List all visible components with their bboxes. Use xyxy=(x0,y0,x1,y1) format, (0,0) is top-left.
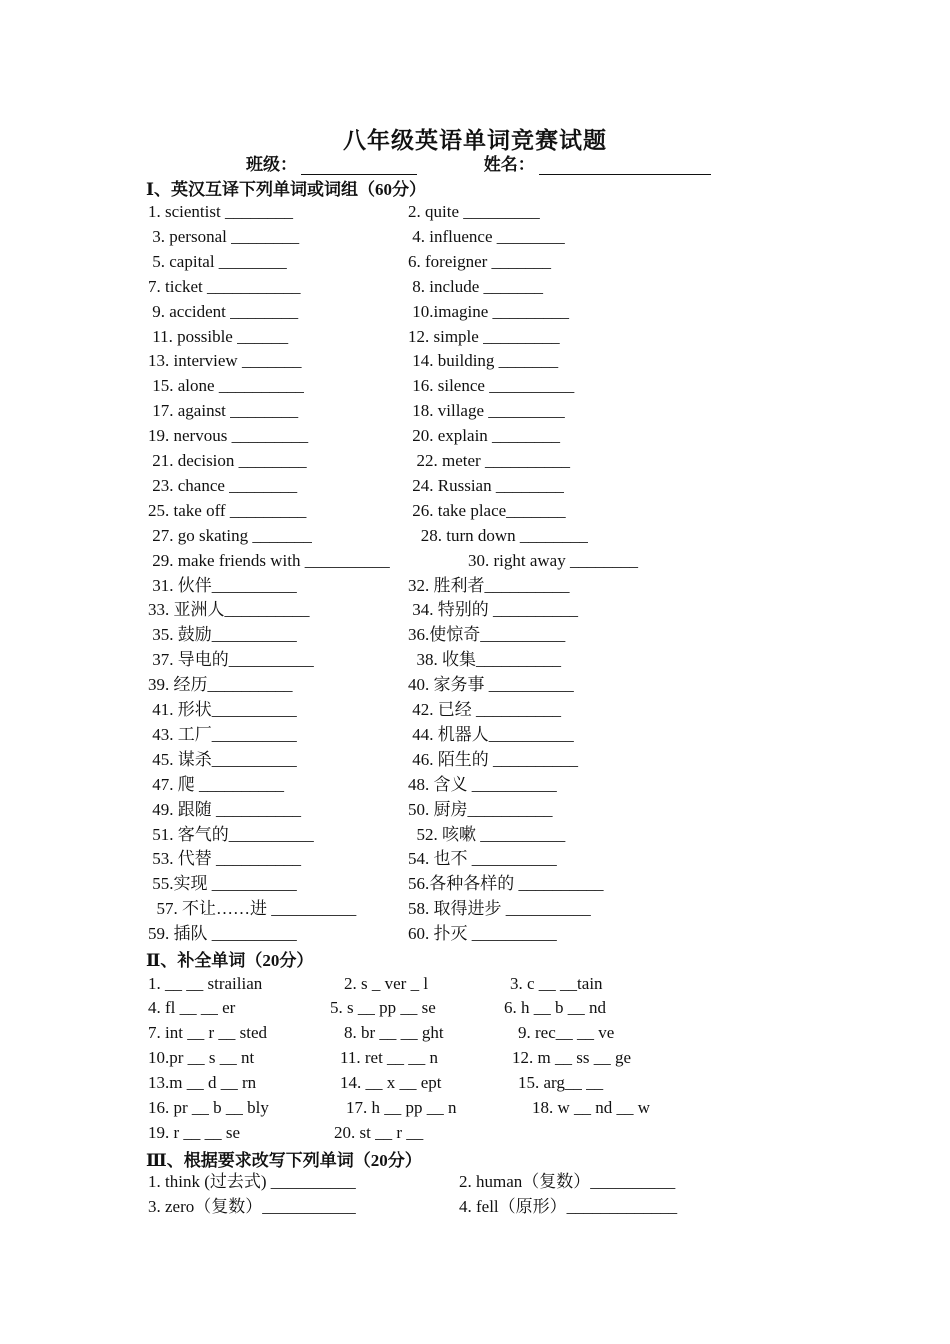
fill-word-item: 20. st __ r __ xyxy=(334,1123,424,1142)
vocab-item: 8. include _______ xyxy=(408,277,544,296)
vocab-item: 51. 客气的__________ xyxy=(148,825,314,844)
vocab-item: 48. 含义 __________ xyxy=(408,775,557,794)
vocab-item: 33. 亚洲人__________ xyxy=(148,600,310,619)
vocab-item: 2. quite _________ xyxy=(408,202,540,221)
vocab-item: 49. 跟随 __________ xyxy=(148,800,301,819)
fill-word-item: 12. m __ ss __ ge xyxy=(512,1048,631,1067)
vocab-item: 25. take off _________ xyxy=(148,501,307,520)
fill-word-item: 18. w __ nd __ w xyxy=(532,1098,651,1117)
fill-word-item: 13.m __ d __ rn xyxy=(148,1073,257,1092)
vocab-item: 59. 插队 __________ xyxy=(148,924,297,943)
name-label: 姓名： xyxy=(483,155,535,174)
vocab-item: 57. 不让……进 __________ xyxy=(148,899,357,918)
vocab-item: 43. 工厂__________ xyxy=(148,725,297,744)
vocab-item: 30. right away ________ xyxy=(468,551,638,570)
vocab-item: 29. make friends with __________ xyxy=(148,551,390,570)
vocab-item: 7. ticket ___________ xyxy=(148,277,301,296)
class-blank xyxy=(301,156,417,175)
fill-word-item: 1. __ __ strailian xyxy=(148,974,263,993)
vocab-item: 22. meter __________ xyxy=(408,451,570,470)
rewrite-item: 1. think (过去式) __________ xyxy=(148,1172,356,1191)
vocab-item: 55.实现 __________ xyxy=(148,874,297,893)
vocab-item: 42. 已经 __________ xyxy=(408,700,561,719)
vocab-item: 9. accident ________ xyxy=(148,302,299,321)
vocab-item: 11. possible ______ xyxy=(148,327,289,346)
name-blank xyxy=(539,156,711,175)
vocab-item: 53. 代替 __________ xyxy=(148,849,301,868)
vocab-item: 19. nervous _________ xyxy=(148,426,309,445)
fill-word-item: 19. r __ __ se xyxy=(148,1123,241,1142)
vocab-item: 23. chance ________ xyxy=(148,476,298,495)
section2-heading: Ⅱ、补全单词（20分） xyxy=(146,951,314,970)
vocab-item: 27. go skating _______ xyxy=(148,526,312,545)
rewrite-item: 4. fell（原形）_____________ xyxy=(459,1197,678,1216)
class-name-line xyxy=(246,150,711,175)
vocab-item: 38. 收集__________ xyxy=(408,650,561,669)
page-title: 八年级英语单词竞赛试题 xyxy=(343,128,607,153)
vocab-item: 60. 扑灭 __________ xyxy=(408,924,557,943)
vocab-item: 32. 胜利者__________ xyxy=(408,576,570,595)
fill-word-item: 2. s _ ver _ l xyxy=(344,974,429,993)
vocab-item: 39. 经历__________ xyxy=(148,675,293,694)
fill-word-item: 14. __ x __ ept xyxy=(340,1073,442,1092)
vocab-item: 40. 家务事 __________ xyxy=(408,675,574,694)
vocab-item: 18. village _________ xyxy=(408,401,565,420)
vocab-item: 28. turn down ________ xyxy=(408,526,588,545)
vocab-item: 4. influence ________ xyxy=(408,227,565,246)
vocab-item: 26. take place_______ xyxy=(408,501,566,520)
fill-word-item: 11. ret __ __ n xyxy=(340,1048,439,1067)
rewrite-item: 2. human（复数）__________ xyxy=(459,1172,676,1191)
vocab-item: 1. scientist ________ xyxy=(148,202,293,221)
vocab-item: 54. 也不 __________ xyxy=(408,849,557,868)
vocab-item: 37. 导电的__________ xyxy=(148,650,314,669)
vocab-item: 17. against ________ xyxy=(148,401,299,420)
vocab-item: 5. capital ________ xyxy=(148,252,287,271)
vocab-item: 36.使惊奇__________ xyxy=(408,625,566,644)
vocab-item: 12. simple _________ xyxy=(408,327,560,346)
class-label: 班级： xyxy=(246,155,297,174)
fill-word-item: 17. h __ pp __ n xyxy=(346,1098,457,1117)
vocab-item: 13. interview _______ xyxy=(148,351,302,370)
fill-word-item: 10.pr __ s __ nt xyxy=(148,1048,255,1067)
vocab-item: 47. 爬 __________ xyxy=(148,775,284,794)
vocab-item: 15. alone __________ xyxy=(148,376,304,395)
section3-heading: Ⅲ、根据要求改写下列单词（20分） xyxy=(146,1151,422,1170)
vocab-item: 6. foreigner _______ xyxy=(408,252,552,271)
fill-word-item: 8. br __ __ ght xyxy=(344,1023,444,1042)
vocab-item: 10.imagine _________ xyxy=(408,302,570,321)
vocab-item: 14. building _______ xyxy=(408,351,559,370)
vocab-item: 20. explain ________ xyxy=(408,426,561,445)
fill-word-item: 4. fl __ __ er xyxy=(148,998,236,1017)
rewrite-item: 3. zero（复数）___________ xyxy=(148,1197,356,1216)
vocab-item: 46. 陌生的 __________ xyxy=(408,750,578,769)
fill-word-item: 3. c __ __tain xyxy=(510,974,603,993)
fill-word-item: 9. rec__ __ ve xyxy=(518,1023,615,1042)
vocab-item: 35. 鼓励__________ xyxy=(148,625,297,644)
vocab-item: 52. 咳嗽 __________ xyxy=(408,825,566,844)
vocab-item: 58. 取得进步 __________ xyxy=(408,899,591,918)
vocab-item: 21. decision ________ xyxy=(148,451,307,470)
vocab-item: 56.各种各样的 __________ xyxy=(408,874,604,893)
vocab-item: 44. 机器人__________ xyxy=(408,725,574,744)
fill-word-item: 16. pr __ b __ bly xyxy=(148,1098,269,1117)
fill-word-item: 5. s __ pp __ se xyxy=(330,998,436,1017)
vocab-item: 16. silence __________ xyxy=(408,376,575,395)
vocab-item: 24. Russian ________ xyxy=(408,476,564,495)
vocab-item: 41. 形状__________ xyxy=(148,700,297,719)
vocab-item: 34. 特别的 __________ xyxy=(408,600,578,619)
fill-word-item: 6. h __ b __ nd xyxy=(504,998,606,1017)
vocab-item: 50. 厨房__________ xyxy=(408,800,553,819)
vocab-item: 31. 伙伴__________ xyxy=(148,576,297,595)
vocab-item: 3. personal ________ xyxy=(148,227,300,246)
section1-heading: Ⅰ、英汉互译下列单词或词组（60分） xyxy=(146,180,426,199)
fill-word-item: 7. int __ r __ sted xyxy=(148,1023,267,1042)
fill-word-item: 15. arg__ __ xyxy=(518,1073,604,1092)
vocab-item: 45. 谋杀__________ xyxy=(148,750,297,769)
